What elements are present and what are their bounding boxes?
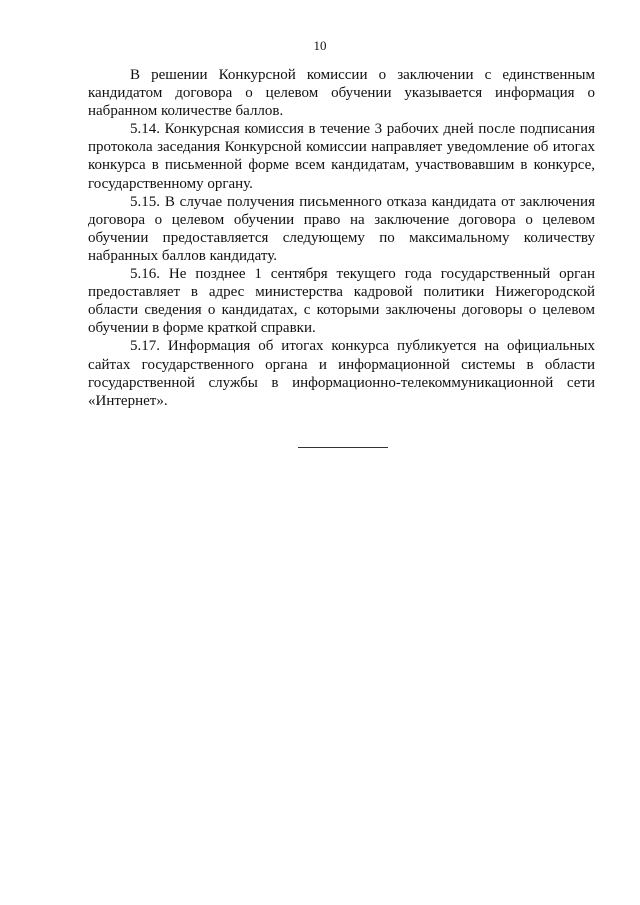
- paragraph-decision-info: В решении Конкурсной комиссии о заключении с единственным кандидатом договора о целевом обучении указывается информация о набранном количестве баллов.: [88, 67, 595, 120]
- page-number: 10: [313, 38, 327, 53]
- paragraph-5-16: 5.16. Не позднее 1 сентября текущего года государственный орган предоставляет в адрес министерства кадровой политики Нижегородской области сведения о кандидатах, с которыми заключены договоры о целевом обучении в форме краткой справки.: [88, 266, 595, 337]
- paragraph-5-14: 5.14. Конкурсная комиссия в течение 3 рабочих дней после подписания протокола заседания Конкурсной комиссии направляет уведомление об итогах конкурса в письменной форме всем кандидатам, участвовавшим в конкурсе, государственному органу.: [88, 121, 595, 192]
- document-body: [88, 66, 595, 410]
- paragraph-5-15: 5.15. В случае получения письменного отказа кандидата от заключения договора о целевом обучении право на заключение договора о целевом обучении предоставляется следующему по максимальному количеству набранных баллов кандидату.: [88, 193, 595, 264]
- paragraph-5-17: 5.17. Информация об итогах конкурса публикуется на официальных сайтах государственного органа и информационной системы в области государственной службы в информационно-телекоммуникационной сети «Интернет».: [88, 338, 595, 409]
- end-of-document-divider: [298, 447, 388, 448]
